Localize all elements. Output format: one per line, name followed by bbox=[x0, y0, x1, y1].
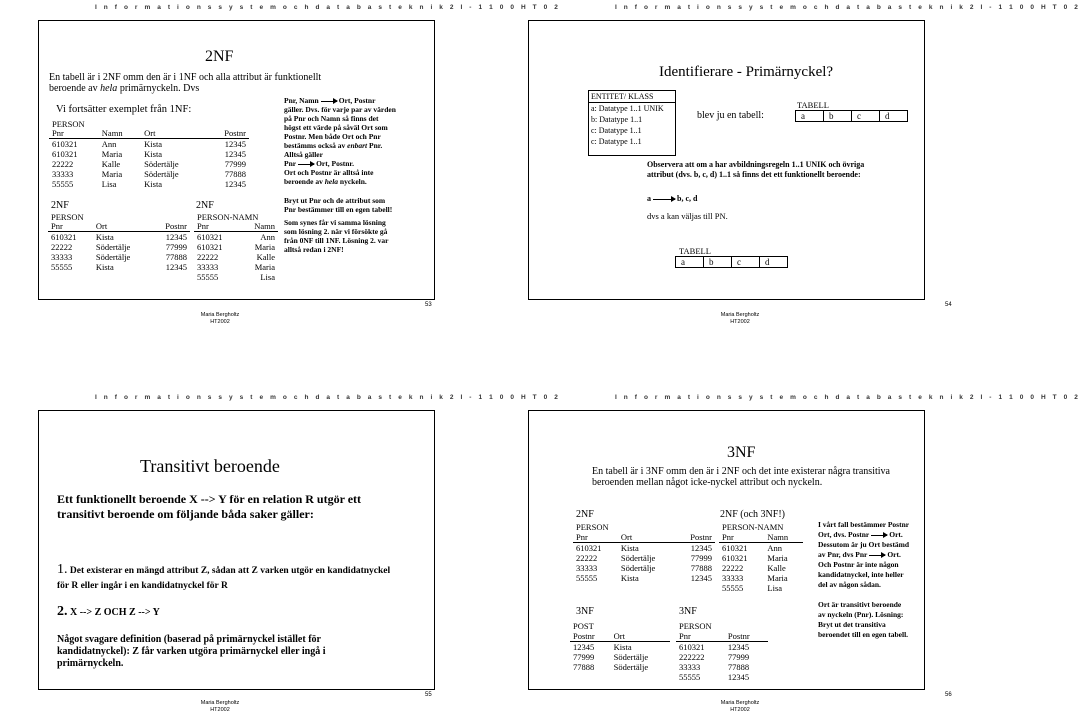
table-row bbox=[573, 563, 715, 573]
person-label-53: PERSON bbox=[52, 119, 85, 129]
text-fragment: X --> Z OCH Z --> Y bbox=[70, 607, 160, 618]
table-cell: 33333 bbox=[52, 169, 74, 179]
text-fragment: HT2002 bbox=[210, 707, 230, 713]
page-header-53: I n f o r m a t i o n s s y s t e m o c h d a t a b a s t e k n i k 2 I - 1 1 0 0 H T 0 2 bbox=[95, 4, 561, 11]
table-cell: 610321 bbox=[679, 642, 705, 652]
text-fragment: Pnr, Namn bbox=[284, 96, 319, 105]
text-fragment: HT2002 bbox=[210, 319, 230, 325]
table-row bbox=[49, 179, 249, 189]
table-cell: Kalle bbox=[101, 159, 121, 169]
text-fragment: b bbox=[824, 110, 852, 122]
table-body bbox=[573, 532, 715, 583]
table-cell: 22222 bbox=[197, 252, 219, 262]
text-fragment: Ort och Postnr är alltså inte beroende av bbox=[284, 168, 374, 186]
table-cell: Maria bbox=[101, 169, 123, 179]
table-row bbox=[676, 631, 768, 642]
text-fragment: b, c, d bbox=[677, 194, 698, 203]
table-cell: 12345 bbox=[573, 642, 595, 652]
table-row bbox=[49, 159, 249, 169]
table-cell: 77999 bbox=[573, 652, 595, 662]
table-cell: Kalle bbox=[767, 563, 786, 573]
text-fragment bbox=[818, 520, 910, 590]
table-cell: Södertälje bbox=[620, 563, 656, 573]
arrow-icon bbox=[321, 101, 337, 102]
r-2nf-56: 2NF (och 3NF!) bbox=[720, 509, 785, 520]
point-2-55 bbox=[57, 604, 160, 620]
table-row bbox=[48, 262, 190, 272]
table-row bbox=[48, 242, 190, 252]
table-cell: Postnr bbox=[725, 631, 768, 642]
table-cell: 22222 bbox=[576, 553, 598, 563]
table-cell: 610321 bbox=[52, 139, 78, 149]
table-row bbox=[676, 642, 768, 653]
page-number-53: 53 bbox=[425, 302, 432, 308]
text-fragment: a bbox=[795, 110, 824, 122]
side-notes-56 bbox=[818, 520, 910, 640]
col-pnr: Pnr bbox=[49, 128, 99, 139]
tabell2-box-54 bbox=[675, 256, 788, 268]
person-table-53 bbox=[49, 128, 249, 189]
table-body bbox=[719, 532, 803, 593]
right-person-namn-table-53 bbox=[194, 221, 278, 282]
table-cell: Ann bbox=[101, 139, 117, 149]
table-cell: Pnr bbox=[573, 532, 618, 543]
becomes-text-54: blev ju en tabell: bbox=[697, 110, 764, 121]
tabell-label-54: TABELL bbox=[797, 100, 829, 110]
table-row bbox=[194, 252, 278, 262]
table-cell: Pnr bbox=[676, 631, 725, 642]
table-cell: Kista bbox=[620, 543, 639, 553]
table-cell: Ann bbox=[767, 543, 783, 553]
table-row bbox=[719, 553, 803, 563]
table-cell: 22222 bbox=[722, 563, 744, 573]
text-fragment: a bbox=[675, 256, 704, 268]
tabell-box-54 bbox=[795, 110, 908, 122]
weaker-def-55: Något svagare definition (baserad på primärnyckel istället för kandidatnyckel): Z får varken utgöra primärnyckel eller ingå i primärnyckeln. bbox=[57, 634, 326, 669]
r-label-56: PERSON-NAMN bbox=[722, 522, 784, 532]
table-cell: 610321 bbox=[197, 242, 223, 252]
text-fragment: b bbox=[704, 256, 732, 268]
table-cell: 77888 bbox=[165, 252, 187, 262]
table-cell: Kista bbox=[620, 573, 639, 583]
note-text-3 bbox=[284, 168, 396, 186]
text-fragment: 2. bbox=[57, 604, 68, 619]
text-fragment: Maria Bergholtz bbox=[720, 700, 760, 706]
p2-3nf-56: 3NF bbox=[679, 606, 697, 617]
table-cell: Kista bbox=[144, 179, 163, 189]
table-cell: Södertälje bbox=[144, 169, 179, 179]
intro-56: En tabell är i 3NF omm den är i 2NF och det inte existerar några transitiva beroenden mellan något icke-nyckel attribut och nyckeln. bbox=[592, 466, 890, 488]
table-cell: Maria bbox=[101, 149, 123, 159]
text-fragment: Ort. Och Postnr är inte någon kandidatnyckel, inte heller del av någon sådan. bbox=[818, 550, 904, 589]
right-person-namn-label-53: PERSON-NAMN bbox=[197, 212, 259, 222]
table-row bbox=[570, 631, 670, 642]
text-fragment: Maria Bergholtz bbox=[720, 312, 760, 318]
p2-label-56: PERSON bbox=[679, 621, 712, 631]
table-cell: Pnr bbox=[194, 221, 239, 232]
entity-attr: c: Datatype 1..1 bbox=[591, 126, 642, 135]
left-person-label-53: PERSON bbox=[51, 212, 84, 222]
l-label-56: PERSON bbox=[576, 522, 609, 532]
table-row bbox=[48, 221, 190, 232]
table-cell: 610321 bbox=[722, 543, 748, 553]
right-2nf-label-53: 2NF bbox=[196, 200, 214, 211]
entity-label: ENTITET/ KLASS bbox=[589, 91, 675, 103]
table-cell: 610321 bbox=[722, 553, 748, 563]
table-cell: Postnr bbox=[675, 532, 715, 543]
table-cell: 77888 bbox=[573, 662, 595, 672]
table-cell: 55555 bbox=[197, 272, 219, 282]
table-cell: 77888 bbox=[224, 169, 246, 179]
table-row bbox=[49, 139, 249, 150]
text-fragment: Ort är transitivt beroende av nyckeln (Pnr). Lösning: Bryt ut det transitiva beroendet till en egen tabell. bbox=[818, 600, 909, 639]
table-row bbox=[49, 149, 249, 159]
table-cell: 222222 bbox=[679, 652, 705, 662]
left-person-table-53 bbox=[48, 221, 190, 272]
page-header-54: I n f o r m a t i o n s s y s t e m o c h d a t a b a s t e k n i k 2 I - 1 1 0 0 H T 0 2 bbox=[615, 4, 1080, 11]
footer-53 bbox=[190, 312, 250, 326]
side-notes-53 bbox=[284, 96, 396, 254]
r-table-56 bbox=[719, 532, 803, 593]
page-number-55: 55 bbox=[425, 692, 432, 698]
text-fragment: HT2002 bbox=[730, 319, 750, 325]
table-cell: Södertälje bbox=[613, 662, 649, 672]
intro-line-2b: hela bbox=[100, 83, 118, 94]
table-row bbox=[719, 532, 803, 543]
table-cell: Ort bbox=[618, 532, 676, 543]
footer-54 bbox=[710, 312, 770, 326]
table-cell: Maria bbox=[767, 573, 788, 583]
table-cell: Ann bbox=[260, 232, 275, 242]
left-2nf-label-53: 2NF bbox=[51, 200, 69, 211]
table-cell: 12345 bbox=[165, 232, 187, 242]
table-cell: Namn bbox=[764, 532, 803, 543]
col-namn: Namn bbox=[99, 128, 141, 139]
text-fragment: c bbox=[852, 110, 880, 122]
table-cell: Maria bbox=[254, 262, 275, 272]
note-fd-1 bbox=[284, 96, 396, 105]
entity-attr: b: Datatype 1..1 bbox=[591, 115, 643, 124]
table-cell: 610321 bbox=[51, 232, 77, 242]
table-row bbox=[570, 652, 670, 662]
table-body bbox=[48, 221, 190, 272]
arrow-icon bbox=[653, 199, 675, 200]
table-cell: Kista bbox=[95, 232, 114, 242]
p2-table-56 bbox=[676, 631, 768, 682]
text-fragment: Maria Bergholtz bbox=[200, 312, 240, 318]
table-cell: 55555 bbox=[52, 179, 74, 189]
table-cell: 610321 bbox=[576, 543, 602, 553]
continue-text-53: Vi fortsätter exemplet från 1NF: bbox=[56, 104, 192, 115]
table-cell: 33333 bbox=[51, 252, 73, 262]
table-row bbox=[676, 672, 768, 682]
table-cell: Södertälje bbox=[95, 242, 131, 252]
table-cell: Lisa bbox=[767, 583, 783, 593]
table-row bbox=[194, 242, 278, 252]
note-text-5: Som synes får vi samma lösning som lösning 2. när vi försökte gå från 0NF till 1NF. Lösning 2. var alltså redan i 2NF! bbox=[284, 218, 389, 254]
page-number-56: 56 bbox=[945, 692, 952, 698]
text-fragment: Pnr. Alltså gäller bbox=[284, 141, 383, 159]
text-fragment: Det existerar en mängd attribut Z, sådan att Z varken utgör en kandidatnyckel för R eller ingår i en kandidatnyckel för R bbox=[57, 566, 391, 591]
table-cell: 77999 bbox=[727, 652, 750, 662]
table-body bbox=[194, 221, 278, 282]
text-fragment: Ort, Postnr bbox=[338, 96, 376, 105]
text-fragment bbox=[589, 103, 675, 147]
table-row bbox=[573, 543, 715, 554]
text-fragment: a bbox=[647, 194, 651, 203]
table-row bbox=[194, 262, 278, 272]
table-row bbox=[570, 662, 670, 672]
table-row bbox=[570, 642, 670, 653]
slide-title-53: 2NF bbox=[205, 48, 234, 65]
table-cell: 55555 bbox=[679, 672, 701, 682]
text-fragment: Ort, Postnr. bbox=[316, 159, 354, 168]
l-table-56 bbox=[573, 532, 715, 583]
table-row bbox=[573, 532, 715, 543]
entity-attr: a: Datatype 1..1 UNIK bbox=[591, 104, 664, 113]
table-body bbox=[49, 128, 249, 189]
table-cell: Kista bbox=[95, 262, 114, 272]
table-cell: 33333 bbox=[679, 662, 701, 672]
table-cell: 12345 bbox=[224, 149, 246, 159]
table-cell: 77999 bbox=[224, 159, 246, 169]
table-cell: Namn bbox=[239, 221, 278, 232]
arrow-icon bbox=[869, 555, 885, 556]
slide-title-54: Identifierare - Primärnyckel? bbox=[659, 64, 834, 80]
table-cell: 55555 bbox=[576, 573, 598, 583]
table-row bbox=[719, 573, 803, 583]
l-2nf-56: 2NF bbox=[576, 509, 594, 520]
table-row bbox=[719, 543, 803, 554]
table-cell: 12345 bbox=[690, 573, 712, 583]
arrow-icon bbox=[871, 535, 887, 536]
table-row bbox=[49, 169, 249, 179]
table-cell: Lisa bbox=[101, 179, 117, 189]
table-cell: Södertälje bbox=[95, 252, 131, 262]
table-cell: Ort bbox=[611, 631, 670, 642]
table-cell: 33333 bbox=[576, 563, 598, 573]
table-cell: 77888 bbox=[727, 662, 750, 672]
table-cell: Maria bbox=[767, 553, 788, 563]
point-1-55 bbox=[57, 562, 402, 594]
table-cell: Postnr bbox=[570, 631, 611, 642]
table-row bbox=[573, 573, 715, 583]
slide-title-55: Transitivt beroende bbox=[140, 456, 280, 476]
text-fragment: Maria Bergholtz bbox=[200, 700, 240, 706]
table-cell: Pnr bbox=[48, 221, 93, 232]
tabell2-label-54: TABELL bbox=[679, 246, 711, 256]
table-cell: 55555 bbox=[51, 262, 73, 272]
text-fragment: d bbox=[880, 110, 908, 122]
table-cell: 55555 bbox=[722, 583, 744, 593]
text-fragment: I vårt fall bestämmer Postnr Ort, dvs. Postnr bbox=[818, 520, 909, 539]
post-table-56 bbox=[570, 631, 670, 672]
entity-box-54 bbox=[588, 90, 676, 156]
table-cell: 22222 bbox=[51, 242, 73, 252]
table-cell: 12345 bbox=[165, 262, 187, 272]
table-cell: Kista bbox=[613, 642, 632, 652]
entity-attr: c: Datatype 1..1 bbox=[591, 137, 642, 146]
text-fragment: Ort. Dessutom är ju Ort bestämd av Pnr, dvs Pnr bbox=[818, 530, 910, 559]
text-fragment: gäller. Dvs. för varje par av värden på Pnr och Namn så finns det högst ett värde på såväl Ort som Postnr. Men både Ort och Pnr bestämms också av bbox=[284, 105, 396, 150]
table-cell: 77888 bbox=[690, 563, 712, 573]
page-header-56: I n f o r m a t i o n s s y s t e m o c h d a t a b a s t e k n i k 2 I - 1 1 0 0 H T 0 2 bbox=[615, 394, 1080, 401]
table-row bbox=[719, 583, 803, 593]
arrow-icon bbox=[298, 164, 314, 165]
table-cell: Södertälje bbox=[144, 159, 179, 169]
text-fragment: HT2002 bbox=[730, 707, 750, 713]
text-fragment: c bbox=[732, 256, 760, 268]
table-cell: Lisa bbox=[260, 272, 275, 282]
post-3nf-56: 3NF bbox=[576, 606, 594, 617]
table-cell: 77999 bbox=[165, 242, 187, 252]
note-fd-2 bbox=[284, 159, 396, 168]
note-text-1 bbox=[284, 105, 396, 159]
slide-intro-53 bbox=[49, 72, 389, 94]
table-cell: Södertälje bbox=[613, 652, 649, 662]
note-text-4: Bryt ut Pnr och de attribut som Pnr bestämmer till en egen tabell! bbox=[284, 196, 393, 214]
table-cell: 12345 bbox=[727, 642, 750, 652]
table-row bbox=[719, 563, 803, 573]
table-row bbox=[573, 553, 715, 563]
footer-56 bbox=[710, 700, 770, 714]
table-cell: 12345 bbox=[690, 543, 712, 553]
table-row bbox=[194, 232, 278, 243]
post-label-56: POST bbox=[573, 621, 594, 631]
page-header-55: I n f o r m a t i o n s s y s t e m o c h d a t a b a s t e k n i k 2 I - 1 1 0 0 H T 0 2 bbox=[95, 394, 561, 401]
slide-title-56: 3NF bbox=[727, 444, 756, 461]
definition-55: Ett funktionellt beroende X --> Y för en relation R utgör ett transitivt beroende om följande båda saker gäller: bbox=[57, 492, 362, 521]
text-fragment: nyckeln. bbox=[338, 177, 367, 186]
table-cell: 610321 bbox=[52, 149, 78, 159]
table-cell: Kista bbox=[144, 139, 163, 149]
table-cell: 77999 bbox=[690, 553, 712, 563]
table-cell: 12345 bbox=[727, 672, 750, 682]
table-cell: Södertälje bbox=[620, 553, 656, 563]
table-row bbox=[194, 272, 278, 282]
text-fragment: Pnr bbox=[284, 159, 297, 168]
text-fragment: hela bbox=[324, 177, 339, 186]
text-fragment: enbart bbox=[347, 141, 368, 150]
intro-line-2c: primärnyckeln. Dvs bbox=[117, 83, 200, 94]
table-row bbox=[676, 662, 768, 672]
table-row bbox=[48, 232, 190, 243]
table-cell: 610321 bbox=[197, 232, 223, 242]
table-row bbox=[194, 221, 278, 232]
footer-55 bbox=[190, 700, 250, 714]
table-cell: 22222 bbox=[52, 159, 74, 169]
col-ort: Ort bbox=[141, 128, 205, 139]
text-fragment: 1. bbox=[57, 562, 68, 577]
table-cell: 33333 bbox=[722, 573, 744, 583]
table-body bbox=[676, 631, 768, 682]
page-number-54: 54 bbox=[945, 302, 952, 308]
table-cell: Kalle bbox=[256, 252, 275, 262]
table-cell: Maria bbox=[254, 242, 275, 252]
table-cell: 33333 bbox=[197, 262, 219, 272]
table-row bbox=[676, 652, 768, 662]
table-cell: Pnr bbox=[719, 532, 764, 543]
obs-text-54: Observera att om a har avbildningsregeln 1..1 UNIK och övriga attribut (dvs. b, c, d) 1..1 så finns det ett funktionellt beroende: bbox=[647, 160, 865, 179]
intro-line-1: En tabell är i 2NF omm den är i 1NF och alla attribut är funktionellt bbox=[49, 72, 322, 83]
table-row bbox=[48, 252, 190, 262]
col-postnr: Postnr bbox=[205, 128, 249, 139]
table-body bbox=[570, 631, 670, 672]
table-cell: 12345 bbox=[224, 139, 246, 149]
table-row bbox=[49, 128, 249, 139]
intro-line-2a: beroende av bbox=[49, 83, 101, 94]
fd-text-54 bbox=[647, 194, 697, 203]
table-cell: Kista bbox=[144, 149, 163, 159]
table-cell: Postnr bbox=[150, 221, 190, 232]
table-cell: 12345 bbox=[224, 179, 246, 189]
text-fragment: d bbox=[760, 256, 788, 268]
choose-text-54: dvs a kan väljas till PN. bbox=[647, 211, 728, 221]
table-cell: Ort bbox=[93, 221, 151, 232]
